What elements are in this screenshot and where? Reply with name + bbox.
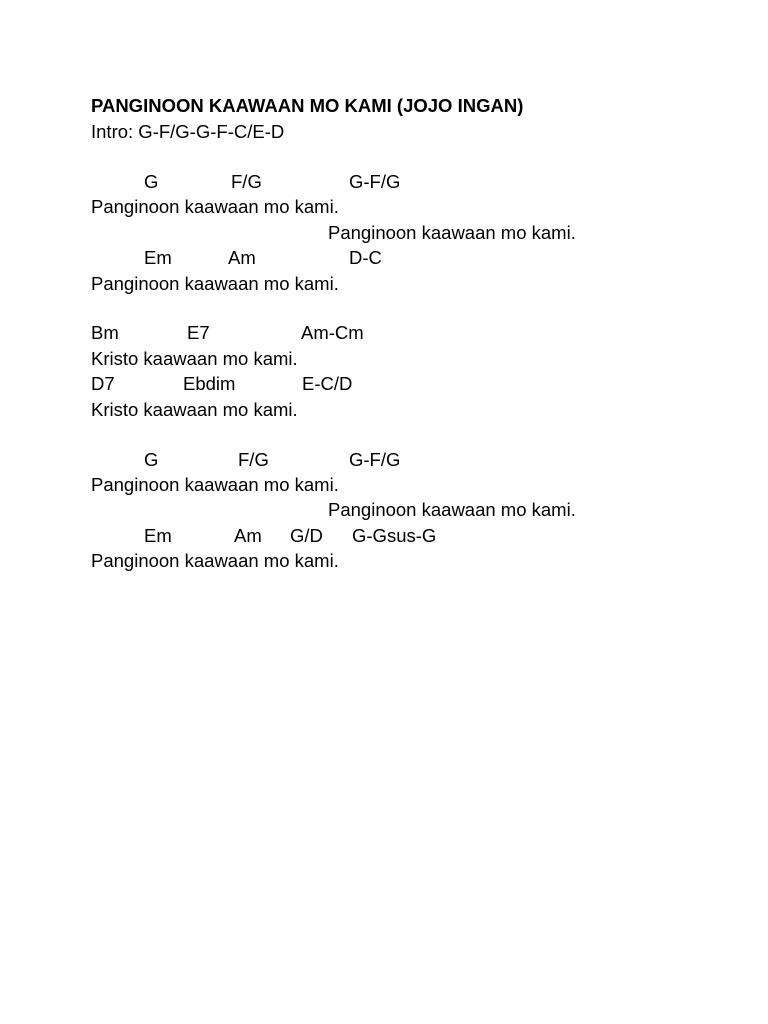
chord-line (91, 246, 382, 270)
chord: D7 (91, 373, 115, 394)
chord: F/G (231, 171, 262, 192)
lyric-text: Panginoon kaawaan mo kami. (328, 222, 576, 243)
chord: Em (144, 247, 172, 268)
lyric-line (91, 498, 576, 522)
chord: Ebdim (183, 373, 236, 394)
chord: G-F/G (349, 171, 401, 192)
chord: Am (228, 247, 256, 268)
song-title: PANGINOON KAAWAAN MO KAMI (JOJO INGAN) (91, 95, 524, 116)
lyric-line: Kristo kaawaan mo kami. (91, 348, 298, 369)
chord-line (91, 321, 364, 345)
chord: G (144, 171, 159, 192)
chord: G/D (290, 525, 323, 546)
chord: E7 (187, 322, 210, 343)
lyric-text: Panginoon kaawaan mo kami. (328, 499, 576, 520)
chord: G (144, 449, 159, 470)
chord: Bm (91, 322, 119, 343)
chord-line (91, 524, 437, 548)
chord: G-F/G (349, 449, 401, 470)
chord: Am (234, 525, 262, 546)
lyric-line: Panginoon kaawaan mo kami. (91, 196, 339, 217)
chord: Am-Cm (301, 322, 364, 343)
chord-line (91, 170, 401, 194)
intro-line: Intro: G-F/G-G-F-C/E-D (91, 121, 285, 142)
lyric-line (91, 221, 576, 245)
chord: D-C (349, 247, 382, 268)
chord: G-Gsus-G (352, 525, 437, 546)
chord-line (91, 372, 353, 396)
lyric-line: Panginoon kaawaan mo kami. (91, 550, 339, 571)
lyric-line: Panginoon kaawaan mo kami. (91, 273, 339, 294)
chord: F/G (238, 449, 269, 470)
chord: E-C/D (302, 373, 353, 394)
lyric-line: Kristo kaawaan mo kami. (91, 399, 298, 420)
chord: Em (144, 525, 172, 546)
lyric-line: Panginoon kaawaan mo kami. (91, 474, 339, 495)
chord-line (91, 448, 401, 472)
